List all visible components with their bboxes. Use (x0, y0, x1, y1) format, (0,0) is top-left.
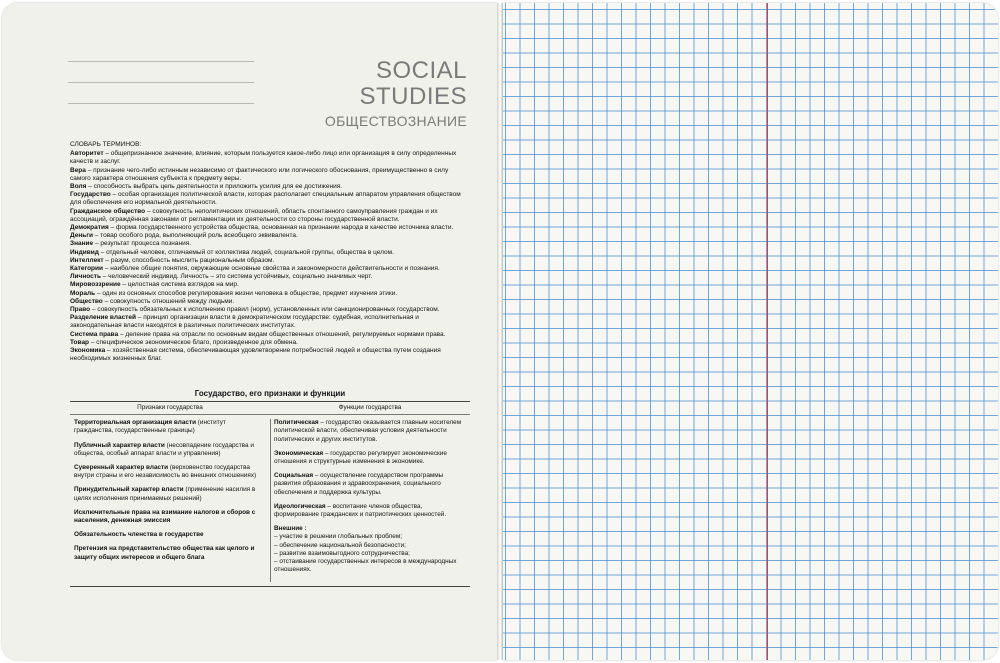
glossary-term: Воля (70, 183, 87, 191)
glossary-term: Общество (70, 297, 103, 305)
glossary-entry (70, 232, 470, 240)
glossary-definition: – деление права на отрасли по основным видам общественных отношений, регулируемых нормами права. (118, 330, 446, 338)
sign-cell-text: (институт гражданства, государственные границы) (74, 419, 226, 435)
glossary-definition: – общепризнанное значение, влияние, которым пользуется какое-либо лицо или организация в силу определенных качеств и заслуг. (70, 150, 457, 166)
margin-line (767, 3, 768, 660)
glossary-term: Мировоззрение (70, 281, 121, 289)
glossary-term: Экономика (70, 347, 106, 355)
function-cell-line: – развитие взаимовыгодного сотрудничества; (274, 549, 410, 557)
function-cell-text: – осуществление государством программы развития образования и здравоохранения, социального обеспечения и поддержка культуры. (274, 472, 444, 496)
glossary-definition: – разум, способность мыслить рациональным образом. (103, 256, 275, 264)
sign-cell-bold: Территориальная организация власти (74, 419, 197, 427)
name-lines (68, 61, 254, 124)
function-cell-bold: Политическая (274, 419, 319, 427)
left-page (2, 3, 497, 660)
col-header-signs: Признаки государства (137, 404, 203, 411)
glossary-definition: – совокупность обязательных к исполнению правил (норм), установленных или санкционированных государством. (90, 306, 440, 314)
function-cell-line: – отстаивание государственных интересов в международных отношениях. (274, 558, 457, 574)
sign-cell (74, 419, 266, 435)
col-header-functions: Функции государства (338, 404, 402, 411)
sign-cell (74, 545, 266, 561)
function-cell (274, 525, 466, 574)
sign-cell-bold: Обязательность членства в государстве (74, 531, 204, 539)
glossary-term: Государство (70, 191, 111, 199)
glossary-term: Категории (70, 265, 104, 273)
glossary-entry (70, 273, 470, 281)
glossary-entry (70, 257, 470, 265)
function-cell-bold: Идеологическая (274, 502, 326, 510)
write-line (68, 82, 254, 83)
glossary-term: Деньги (70, 232, 93, 240)
cover-title (325, 58, 467, 130)
graph-grid (503, 3, 998, 660)
glossary-definition: – особая организация политической власти, которая располагает специальным аппаратом управления обществом для обеспечения его нормальной деятельности. (70, 191, 461, 207)
glossary-term: Вера (70, 166, 86, 174)
glossary-entry (70, 339, 470, 347)
title-line2: STUDIES (359, 83, 467, 110)
glossary-definition: – отдельный человек, отличаемый от коллектива людей, социальной группы, общества в целом. (98, 248, 394, 256)
glossary-entry (70, 314, 470, 330)
glossary-definition: – человеческий индивид. Личность – это система устойчивых, социально значимых черт. (100, 273, 373, 281)
glossary-entry (70, 167, 470, 183)
function-cell-line: – обеспечение национальной безопасности; (274, 541, 406, 549)
glossary-definition: – принцип организации власти в демократическом государстве: судебная, исполнительная и законодательная власти находятся в различных политических институтах. (70, 314, 419, 330)
glossary-entry (70, 150, 470, 166)
glossary-definition: – совокупность неполитических отношений, область спонтанного самоуправления граждан и их ассоциаций, ограждённая законами от регламентации их деятельности со стороны государственной власти. (70, 207, 438, 223)
glossary-term: Товар (70, 338, 90, 346)
sign-cell-bold: Принудительный характер власти (74, 486, 184, 494)
glossary-definition: – специфическое экономическое благо, произведенное для обмена. (89, 338, 298, 346)
table-body (70, 415, 470, 586)
glossary-term: Система права (70, 330, 119, 338)
table-title: Государство, его признаки и функции (194, 389, 346, 398)
glossary-term: Знание (70, 240, 94, 248)
glossary-definition: – результат процесса познания. (93, 240, 192, 248)
glossary-definition: – целостная система взглядов на мир. (120, 281, 239, 289)
function-cell-text: – государство регулирует экономические отношения и структурные изменения в экономике. (274, 449, 447, 466)
glossary-entry (70, 331, 470, 339)
glossary-term: Мораль (70, 289, 96, 297)
function-cell-bold: Социальная (274, 472, 314, 480)
glossary-definition: – признание чего-либо истинным независимо от фактического или логического обоснования, преимущественно в силу самого характера отношения субъекта к предмету веры. (70, 166, 449, 182)
sign-cell-bold: Претензия на представительство общества как целого и защиту общих интересов и общего блага (74, 545, 255, 561)
sign-cell-bold: Публичный характер власти (74, 441, 165, 449)
function-cell-text: – воспитание членов общества, формирование гражданских и патриотических ценностей. (274, 502, 447, 519)
glossary (70, 141, 470, 363)
glossary-entry (70, 224, 470, 232)
function-cell-bold: Экономическая (274, 449, 324, 457)
title-subtitle: ОБЩЕСТВОЗНАНИЕ (324, 113, 467, 129)
glossary-term: Гражданское общество (70, 207, 146, 215)
glossary-term: Разделение властей (70, 314, 136, 322)
sign-cell (74, 509, 266, 525)
glossary-definition: – товар особого рода, выполняющий роль всеобщего эквивалента. (92, 232, 298, 240)
glossary-definition: – один из основных способов регулирования жизни человека в обществе, предмет изучения этики. (95, 289, 398, 297)
function-cell (274, 419, 466, 444)
function-cell-text: – государство оказывается главным носителем политической власти, обеспечивая условия деятельности политических и других институтов. (274, 419, 462, 443)
sign-cell-text: (несовпадение государства и общества, особый аппарат власти и управления) (74, 441, 254, 457)
glossary-entry (70, 249, 470, 257)
function-cell (274, 450, 466, 466)
column-divider (270, 419, 271, 582)
sign-cell-bold: Исключительные права на взимание налогов и сборов с населения, денежная эмиссия (74, 508, 256, 525)
functions-column (270, 415, 470, 586)
function-cell-line: – участие в решении глобальных проблем; (274, 533, 402, 541)
sign-cell (74, 442, 266, 458)
table-header (70, 402, 470, 415)
write-line (68, 61, 254, 62)
glossary-entry (70, 208, 470, 224)
glossary-definition: – хозяйственная система, обеспечивающая удовлетворение потребностей людей и общества путем создания необходимых жизненных благ. (70, 347, 441, 363)
function-cell-bold: Внешние : (274, 525, 307, 533)
glossary-entry (70, 281, 470, 289)
sign-cell (74, 531, 266, 539)
glossary-term: Личность (70, 273, 101, 281)
sign-cell (74, 464, 266, 480)
right-page-grid[interactable] (503, 3, 998, 660)
glossary-entry (70, 347, 470, 363)
glossary-term: Индивид (70, 248, 99, 256)
glossary-term: Право (70, 306, 91, 314)
title-line1: SOCIAL (375, 57, 467, 84)
glossary-entry (70, 290, 470, 298)
glossary-definition: – форма государственного устройства общества, основанная на признании народа в качестве источника власти. (108, 224, 454, 232)
glossary-entry (70, 298, 470, 306)
glossary-term: Авторитет (70, 150, 104, 158)
signs-column (70, 415, 270, 586)
glossary-entry (70, 240, 470, 248)
glossary-definition: – наиболее общие понятия, окружающие основные свойства и закономерности действительности и познания. (103, 265, 440, 273)
glossary-entries (70, 150, 470, 363)
glossary-entry (70, 191, 470, 207)
glossary-term: Интеллект (70, 256, 104, 264)
sign-cell (74, 486, 266, 502)
glossary-definition: – способность выбрать цель деятельности и приложить усилия для ее достижения. (86, 183, 343, 191)
glossary-definition: – совокупность отношений между людьми. (102, 297, 235, 305)
glossary-term: Демократия (70, 224, 109, 232)
glossary-entry (70, 183, 470, 191)
glossary-heading: СЛОВАРЬ ТЕРМИНОВ: (70, 141, 142, 148)
sign-cell-bold: Суверенный характер власти (74, 464, 169, 472)
function-cell (274, 472, 466, 497)
function-cell (274, 503, 466, 519)
sign-cell-text: (применение насилия в целях исполнения принимаемых решений) (74, 486, 256, 502)
sign-cell-text: (верховенство государства внутри страны и его независимость во внешних отношениях) (74, 464, 257, 480)
state-table (70, 401, 470, 587)
write-line (68, 103, 254, 104)
